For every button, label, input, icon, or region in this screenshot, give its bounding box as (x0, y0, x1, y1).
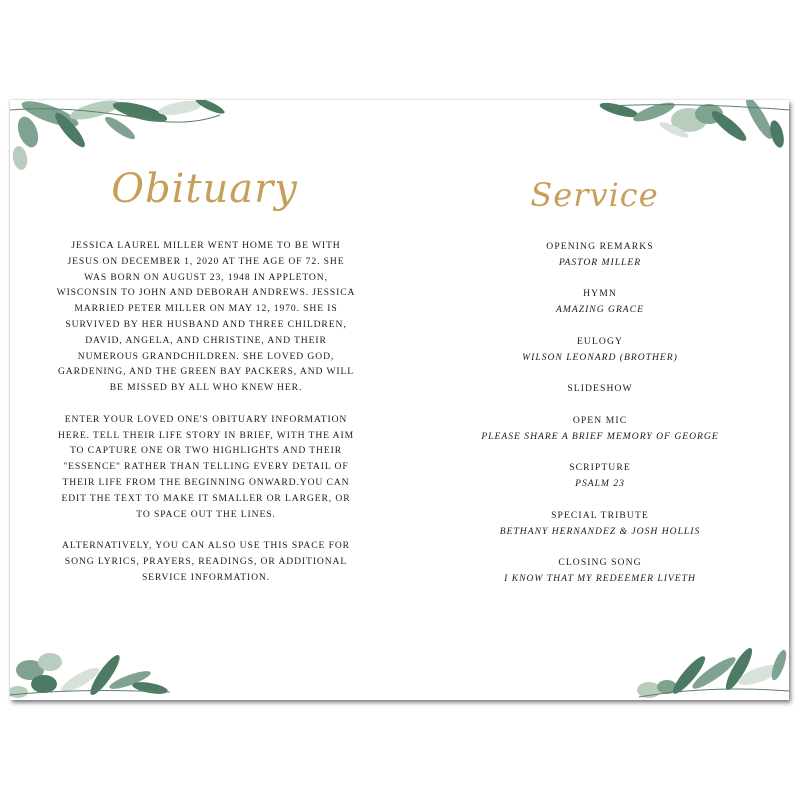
foliage-top-right (599, 100, 789, 160)
foliage-bottom-right (629, 645, 789, 700)
service-item-detail: WILSON LEONARD (BROTHER) (522, 351, 678, 363)
service-item-detail: PASTOR MILLER (558, 257, 642, 268)
service-order (420, 239, 780, 602)
service-item-title: SLIDESHOW (567, 383, 633, 395)
foliage-top-left (10, 100, 240, 175)
obituary-heading: Obituary (111, 166, 298, 212)
obituary-paragraph: ALTERNATIVELY, YOU CAN ALSO USE THIS SPACE FOR SONG LYRICS, PRAYERS, READINGS, OR ADDITIONAL SERVICE INFORMATION. (62, 540, 350, 583)
service-item-detail: PSALM 23 (575, 478, 625, 490)
service-item (420, 413, 780, 460)
service-item-detail: PLEASE SHARE A BRIEF MEMORY OF GEORGE (481, 430, 719, 442)
service-item-title: OPENING REMARKS (546, 241, 654, 252)
service-heading: Service (530, 176, 659, 214)
service-item-detail: I KNOW THAT MY REDEEMER LIVETH (504, 572, 696, 584)
obituary-paragraph: ENTER YOUR LOVED ONE'S OBITUARY INFORMATION HERE. TELL THEIR LIFE STORY IN BRIEF, WITH THE AIM TO CAPTURE ONE OR TWO HIGHLIGHTS AND THEIR "ESSENCE" RATHER THAN TELLING EVERY DETAIL OF THEIR LIFE FROM THE BEGINNING ONWARD.YOU CAN EDIT THE TEXT TO MAKE IT SMALLER OR LARGER, OR TO SPACE OUT THE LINES. (57, 413, 355, 520)
service-item (420, 286, 780, 333)
service-item-detail: AMAZING GRACE (556, 304, 644, 316)
service-item (420, 460, 780, 507)
service-item-title: SPECIAL TRIBUTE (551, 509, 649, 521)
service-page (400, 100, 789, 700)
obituary-paragraph: JESSICA LAUREL MILLER WENT HOME TO BE WITH JESUS ON DECEMBER 1, 2020 AT THE AGE OF 72. SHE WAS BORN ON AUGUST 23, 1948 IN APPLETON, WISCONSIN TO JOHN AND DEBORAH ANDREWS. JESSICA MARRIED PETER MILLER ON MAY 12, 1970. SHE IS SURVIVED BY HER HUSBAND AND THREE CHILDREN, DAVID, ANGELA, AND CHRISTINE, AND THEIR NUMEROUS GRANDCHILDREN. SHE LOVED GOD, GARDENING, AND THE GREEN BAY PACKERS, AND WILL BE MISSED BY ALL WHO KNEW HER. (56, 240, 356, 394)
foliage-bottom-left (10, 640, 190, 700)
service-item (420, 555, 780, 602)
obituary-text (56, 238, 356, 601)
service-item-title: OPEN MIC (572, 414, 628, 426)
service-item (420, 508, 780, 555)
service-item-title: CLOSING SONG (558, 556, 642, 568)
service-item-title: EULOGY (576, 335, 624, 347)
service-item-title: SCRIPTURE (569, 462, 631, 474)
service-item-title: HYMN (583, 288, 617, 300)
service-item-detail: BETHANY HERNANDEZ & JOSH HOLLIS (499, 525, 701, 537)
obituary-page (10, 100, 399, 700)
program-spread (10, 100, 789, 700)
service-item (420, 239, 780, 286)
service-item (420, 334, 780, 381)
service-item (420, 381, 780, 413)
